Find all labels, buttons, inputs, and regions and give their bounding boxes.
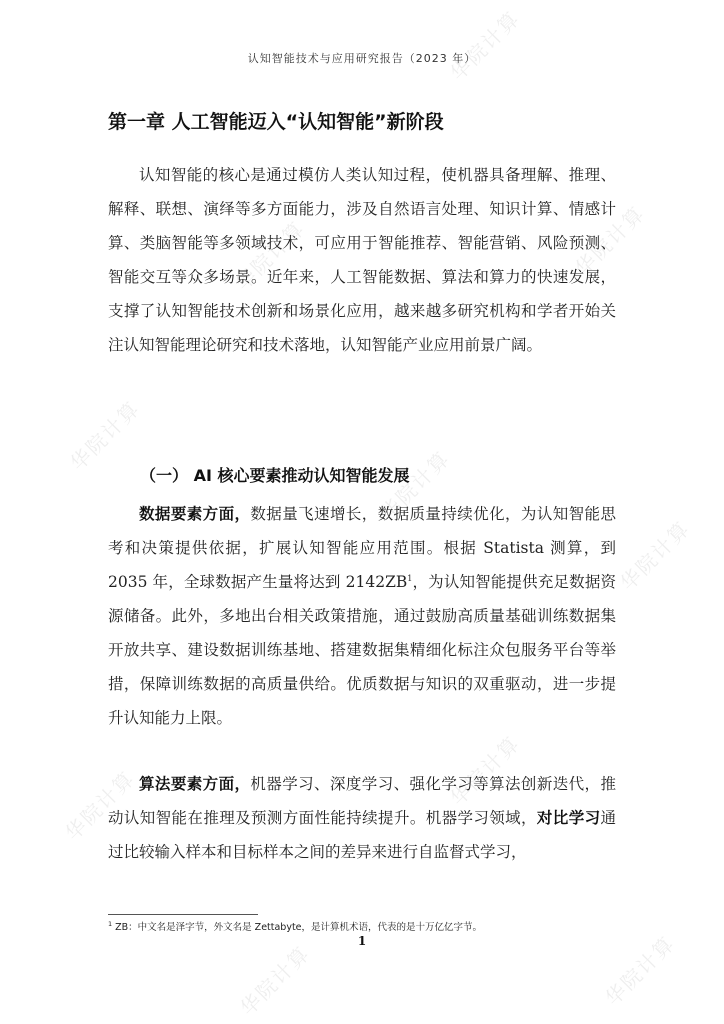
contrastive-learning-term: 对比学习 — [536, 809, 601, 827]
watermark: 华院计算 — [60, 765, 140, 846]
watermark: 华院计算 — [445, 5, 525, 86]
watermark: 华院计算 — [570, 200, 650, 281]
data-factor-lead: 数据要素方面， — [139, 505, 251, 523]
running-header: 认知智能技术与应用研究报告（2023 年） — [247, 52, 477, 65]
watermark: 华院计算 — [600, 930, 680, 1011]
section-heading: （一） AI 核心要素推动认知智能发展 — [140, 466, 410, 485]
watermark: 华院计算 — [615, 515, 695, 596]
data-factor-paragraph — [108, 497, 616, 735]
data-factor-text-2: ，为认知智能提供充足数据资源储备。此外，多地出台相关政策措施，通过鼓励高质量基础训练数据集开放共享、建设数据训练基地、搭建数据集精细化标注众包服务平台等举措，保障训练数据的高质量供给。优质数据与知识的双重驱动，进一步提升认知能力上限。 — [108, 573, 616, 727]
algorithm-factor-text-2: 通过比较输入样本和目标样本之间的差异来进行自监督式学习， — [108, 809, 616, 861]
watermark: 华院计算 — [375, 445, 455, 526]
footnote-marker: 1 — [108, 919, 113, 928]
watermark: 华院计算 — [230, 215, 310, 296]
footnote-text: ZB：中文名是泽字节，外文名是 Zettabyte，是计算机术语，代表的是十万亿亿字节。 — [115, 922, 483, 933]
watermark: 华院计算 — [65, 395, 145, 476]
footnote — [108, 919, 616, 933]
algorithm-factor-text-1: 机器学习、深度学习、强化学习等算法创新迭代，推动认知智能在推理及预测方面性能持续提升。机器学习领域， — [108, 775, 616, 827]
page-number: 1 — [357, 934, 367, 948]
chapter-title: 第一章 人工智能迈入“认知智能”新阶段 — [108, 111, 444, 133]
data-factor-text-1: 数据量飞速增长，数据质量持续优化，为认知智能思考和决策提供依据，扩展认知智能应用范围。根据 Statista 测算，到 2035 年，全球数据产生量将达到 2142ZB — [108, 505, 616, 591]
watermark: 华院计算 — [445, 730, 525, 811]
watermark: 华院计算 — [235, 940, 315, 1021]
footnote-reference[interactable]: 1 — [407, 573, 413, 583]
algorithm-factor-paragraph — [108, 767, 616, 869]
algorithm-factor-lead: 算法要素方面， — [139, 775, 251, 793]
footnote-divider — [108, 914, 258, 915]
intro-paragraph: 认知智能的核心是通过模仿人类认知过程，使机器具备理解、推理、解释、联想、演绎等多方面能力，涉及自然语言处理、知识计算、情感计算、类脑智能等多领域技术，可应用于智能推荐、智能营销、风险预测、智能交互等众多场景。近年来，人工智能数据、算法和算力的快速发展，支撑了认知智能技术创新和场景化应用，越来越多研究机构和学者开始关注认知智能理论研究和技术落地，认知智能产业应用前景广阔。 — [108, 166, 616, 354]
